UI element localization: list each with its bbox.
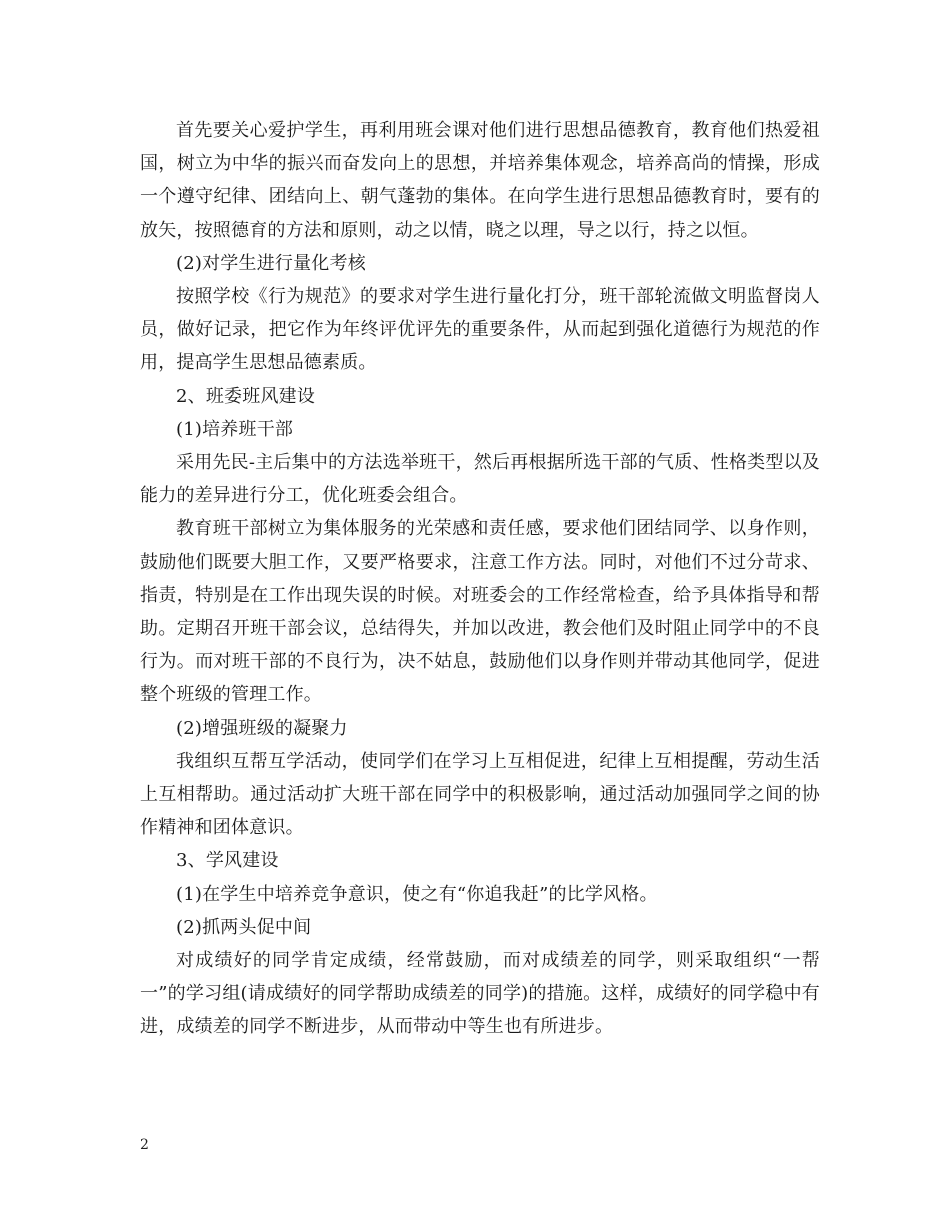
subheading-class-cohesion: (2)增强班级的凝聚力 — [176, 717, 348, 739]
page-number: 2 — [140, 1137, 149, 1153]
subheading-quantitative-assessment: (2)对学生进行量化考核 — [176, 252, 366, 274]
subheading-both-ends-middle: (2)抓两头促中间 — [176, 916, 312, 938]
paragraph-cadre-election: 采用先民-主后集中的方法选举班干，然后再根据所选干部的气质、性格类型以及能力的差异进行分工，优化班委会组合。 — [140, 452, 820, 507]
item-competition-awareness: (1)在学生中培养竞争意识，使之有“你追我赶”的比学风格。 — [176, 883, 658, 905]
section-heading-class-committee: 2、班委班风建设 — [176, 385, 316, 407]
paragraph-cadre-education: 教育班干部树立为集体服务的光荣感和责任感，要求他们团结同学、以身作则，鼓励他们既要大胆工作，又要严格要求，注意工作方法。同时，对他们不过分苛求、指责，特别是在工作出现失误的时候。对班委会的工作经常检查，给予具体指导和帮助。定期召开班干部会议，总结得失，并加以改进，教会他们及时阻止同学中的不良行为。而对班干部的不良行为，决不姑息，鼓励他们以身作则并带动其他同学，促进整个班级的管理工作。 — [140, 518, 820, 706]
paragraph-mutual-help: 我组织互帮互学活动，使同学们在学习上互相促进，纪律上互相提醒，劳动生活上互相帮助。通过活动扩大班干部在同学中的积极影响，通过活动加强同学之间的协作精神和团体意识。 — [140, 750, 820, 839]
paragraph-one-helps-one: 对成绩好的同学肯定成绩，经常鼓励，而对成绩差的同学，则采取组织“一帮一”的学习组(请成绩好的同学帮助成绩差的同学)的措施。这样，成绩好的同学稳中有进，成绩差的同学不断进步，从而带动中等生也有所进步。 — [140, 950, 820, 1038]
subheading-train-class-cadres: (1)培养班干部 — [176, 418, 294, 440]
document-body — [140, 114, 820, 1044]
paragraph-moral-education: 首先要关心爱护学生，再利用班会课对他们进行思想品德教育，教育他们热爱祖国，树立为中华的振兴而奋发向上的思想，并培养集体观念，培养高尚的情操，形成一个遵守纪律、团结向上、朝气蓬勃的集体。在向学生进行思想品德教育时，要有的放矢，按照德育的方法和原则，动之以情，晓之以理，导之以行，持之以恒。 — [140, 120, 820, 241]
section-heading-study-style: 3、学风建设 — [176, 850, 279, 872]
paragraph-quantitative-assessment: 按照学校《行为规范》的要求对学生进行量化打分，班干部轮流做文明监督岗人员，做好记录，把它作为年终评优评先的重要条件，从而起到强化道德行为规范的作用，提高学生思想品德素质。 — [140, 286, 820, 374]
